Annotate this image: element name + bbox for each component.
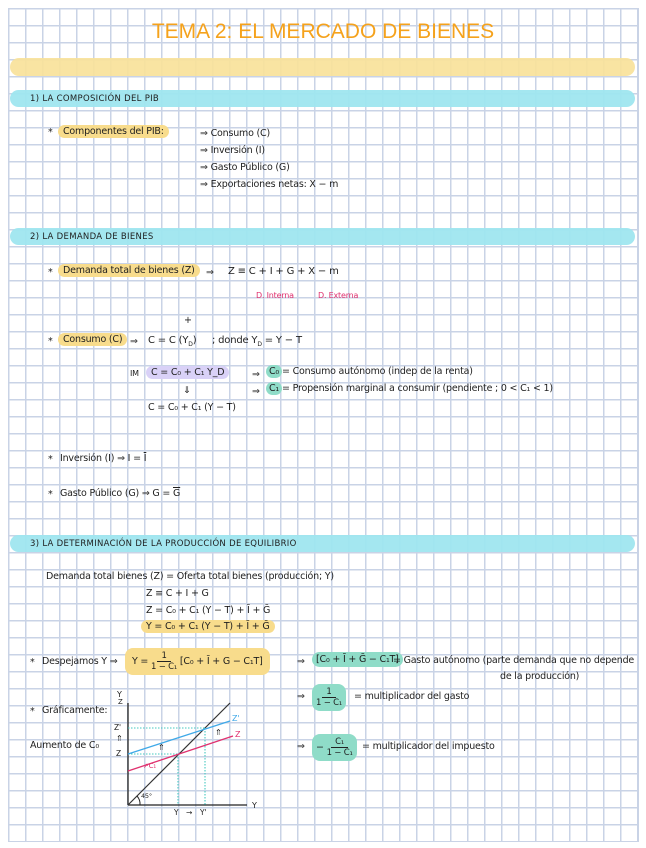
autonomous-spending-term: [C₀ + Ī + Ḡ − C₁T] xyxy=(312,652,403,667)
consumo-function: C = C $(Y_D)$ xyxy=(148,335,197,348)
curve-z-label: Z xyxy=(235,730,241,739)
sign-plus: + xyxy=(184,315,192,326)
spending-multiplier-def: = multiplicador del gasto xyxy=(354,691,470,702)
autonomous-spending-def: = Gasto autónomo (parte demanda que no depende xyxy=(393,655,635,666)
equilibrium-eq-line: Z = C₀ + C₁ (Y − T) + Ī + Ḡ xyxy=(146,605,271,616)
section-1-heading: 1) LA COMPOSICIÓN DEL PIB xyxy=(30,94,160,104)
page-title: TEMA 2: EL MERCADO DE BIENES xyxy=(151,20,495,43)
z-prime-tick: Z' xyxy=(114,723,121,732)
c0-definition: C₀ = Consumo autónomo (indep de la renta) xyxy=(266,366,473,377)
gasto-line: Gasto Público (G) ⇒ $G = \overline{G}$ xyxy=(60,488,181,499)
demand-equation: Z ≡ C + I + G + X − m xyxy=(228,266,339,277)
linear-consumption-eq: C = C₀ + C₁ Y_D xyxy=(146,366,229,379)
component-item: ⇒ Exportaciones netas: X − m xyxy=(200,179,339,190)
component-item: ⇒ Inversión (I) xyxy=(200,145,265,156)
x-axis-label: Y xyxy=(252,801,257,810)
x-tick-yprime: Y' xyxy=(200,808,207,817)
up-arrow-icon: ⇑ xyxy=(116,734,123,743)
external-demand-label: D. Externa xyxy=(318,291,359,300)
solution-equation: Y = $\frac{1}{\text{1 − C₁}}$ [C₀ + Ī + G − C₁T] xyxy=(125,648,270,675)
autonomous-spending-def-cont: de la producción) xyxy=(500,671,580,682)
angle-label: 45° xyxy=(141,792,152,800)
bullet-icon: * xyxy=(48,267,53,278)
arrow-icon: ⇒ xyxy=(297,741,305,752)
arrow-icon: ⇒ xyxy=(297,691,305,702)
spending-multiplier: $\frac{1}{\text{1 − C₁}}$ xyxy=(312,684,346,711)
bullet-icon: * xyxy=(48,336,53,347)
c1-definition: C₁ = Propensión marginal a consumir (pendiente ; 0 < C₁ < 1) xyxy=(266,383,553,394)
x-tick-arrow: → xyxy=(186,808,193,817)
bullet-icon: * xyxy=(48,127,53,138)
equilibrium-eq-line-highlighted: Y = C₀ + C₁ (Y − T) + Ī + Ḡ xyxy=(141,620,275,633)
demand-label: Demanda total de bienes (Z) xyxy=(58,264,200,277)
y-axis-label-z: Z xyxy=(118,698,123,706)
implies-down-icon: ⇓ xyxy=(183,385,191,396)
component-item: ⇒ Consumo (C) xyxy=(200,128,270,139)
x-tick-y: Y xyxy=(174,808,179,817)
graph-label: Gráficamente: xyxy=(42,705,108,716)
graph-caption: Aumento de C₀ xyxy=(30,740,99,751)
bullet-icon: * xyxy=(30,706,35,717)
tax-multiplier-def: = multiplicador del impuesto xyxy=(362,741,495,752)
bullet-icon: * xyxy=(48,489,53,500)
arrow-icon: ⇒ xyxy=(297,656,305,667)
section-3-heading: 3) LA DETERMINACIÓN DE LA PRODUCCIÓN DE EQUILIBRIO xyxy=(30,539,297,549)
curve-zprime-label: Z' xyxy=(232,714,240,723)
arrow-icon: ⇒ xyxy=(252,369,260,380)
disposable-income-def: ; donde $Y_D = Y - T$ xyxy=(212,335,302,348)
components-label: Componentes del PIB: xyxy=(58,125,169,138)
up-arrow-icon: ⇑ xyxy=(158,743,165,752)
arrow-icon: ⇒ xyxy=(130,336,138,347)
im-prefix: IM xyxy=(130,369,139,378)
tax-multiplier: − $\frac{\text{C₁}}{\text{1 − C₁}}$ xyxy=(312,734,357,761)
section-2-heading: 2) LA DEMANDA DE BIENES xyxy=(30,232,154,242)
equilibrium-statement: Demanda total bienes (Z) = Oferta total bienes (producción; Y) xyxy=(46,571,334,582)
inversion-line: Inversión (I) ⇒ $I = \overline{I}$ xyxy=(60,453,147,464)
bullet-icon: * xyxy=(30,657,35,668)
arrow-icon: ⇒ xyxy=(206,267,214,278)
arrow-icon: ⇒ xyxy=(252,386,260,397)
equilibrium-eq-line: Z ≡ C + I + G xyxy=(146,588,209,599)
up-arrow-icon: ⇑ xyxy=(215,728,222,737)
z-tick: Z xyxy=(116,749,121,758)
internal-demand-label: D. Interna xyxy=(256,291,294,300)
y-axis-label: Y xyxy=(117,690,122,699)
expanded-consumption-eq: C = C₀ + C₁ (Y − T) xyxy=(148,402,236,413)
bullet-icon: * xyxy=(48,454,53,465)
consumo-label: Consumo (C) xyxy=(58,333,127,346)
component-item: ⇒ Gasto Público (G) xyxy=(200,162,290,173)
slope-label: ↗C₁ xyxy=(143,762,156,770)
despejamos-label: Despejamos Y ⇒ xyxy=(42,656,118,667)
